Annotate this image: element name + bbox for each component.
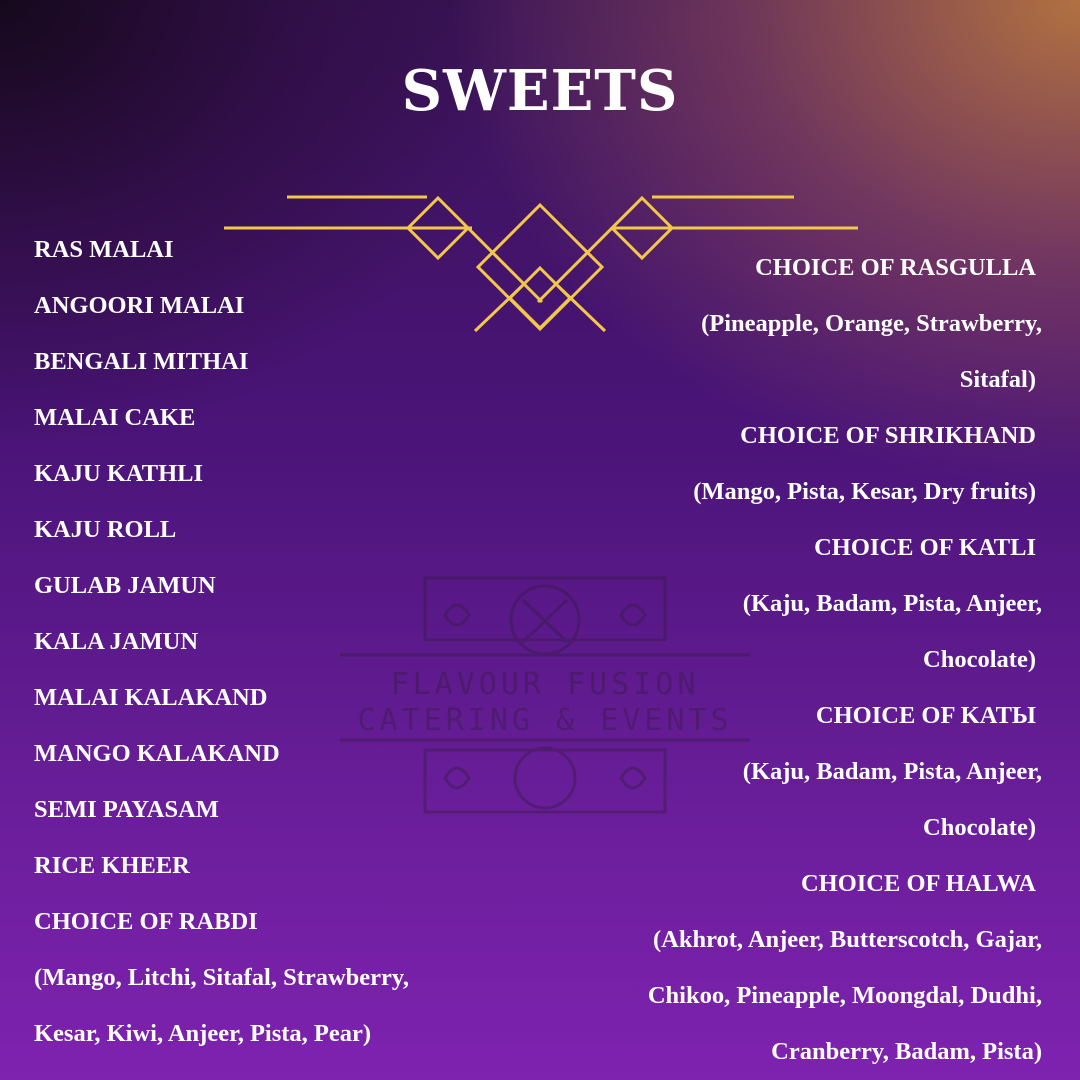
list-item-options: (Mango, Litchi, Sitafal, Strawberry, — [34, 964, 409, 991]
left-sweets-list — [34, 222, 504, 1062]
list-item: BENGALI MITHAI — [34, 348, 249, 375]
list-item-options: Cranberry, Badam, Pista) — [771, 1038, 1042, 1065]
right-sweets-list — [522, 240, 1042, 1080]
list-item-options: (Akhrot, Anjeer, Butterscotch, Gajar, — [652, 926, 1042, 953]
list-item: CHOICE OF KATLI — [814, 534, 1036, 561]
list-item: KAJU ROLL — [34, 516, 177, 543]
watermark-line1: FLAVOUR FUSION — [390, 667, 700, 702]
list-item: CHOICE OF HALWA — [800, 870, 1036, 897]
list-item: GULAB JAMUN — [34, 572, 216, 599]
list-item: CHOICE OF RABDI — [34, 908, 258, 935]
list-item: ANGOORI MALAI — [34, 292, 245, 319]
list-item-options: Sitafal) — [959, 366, 1036, 393]
list-item: CHOICE OF SHRIKHAND — [740, 422, 1036, 449]
list-item: MALAI KALAKAND — [34, 684, 268, 711]
list-item-options: Chocolate) — [923, 814, 1036, 841]
list-item-options: (Pineapple, Orange, Strawberry, — [701, 310, 1042, 337]
list-item-options: Chocolate) — [923, 646, 1036, 673]
list-item-options: (Kaju, Badam, Pista, Anjeer, — [742, 758, 1042, 785]
list-item-options: (Mango, Pista, Kesar, Dry fruits) — [693, 478, 1036, 505]
list-item: KALA JAMUN — [34, 628, 199, 655]
list-item-options: Chikoo, Pineapple, Moongdal, Dudhi, — [647, 982, 1042, 1009]
list-item-options: Kesar, Kiwi, Anjeer, Pista, Pear) — [34, 1020, 372, 1047]
list-item: SEMI PAYASAM — [34, 796, 219, 823]
watermark-line2: CATERING & EVENTS — [357, 703, 733, 738]
list-item: CHOICE OF RASGULLA — [755, 254, 1036, 281]
list-item: RAS MALAI — [34, 236, 174, 263]
list-item: MALAI CAKE — [34, 404, 196, 431]
list-item-options: (Kaju, Badam, Pista, Anjeer, — [742, 590, 1042, 617]
list-item: KAJU KATHLI — [34, 460, 204, 487]
list-item: MANGO KALAKAND — [34, 740, 280, 767]
list-item: RICE KHEER — [34, 852, 190, 879]
page-title: SWEETS — [401, 58, 679, 124]
list-item: CHOICE OF KATЫ — [815, 702, 1036, 729]
